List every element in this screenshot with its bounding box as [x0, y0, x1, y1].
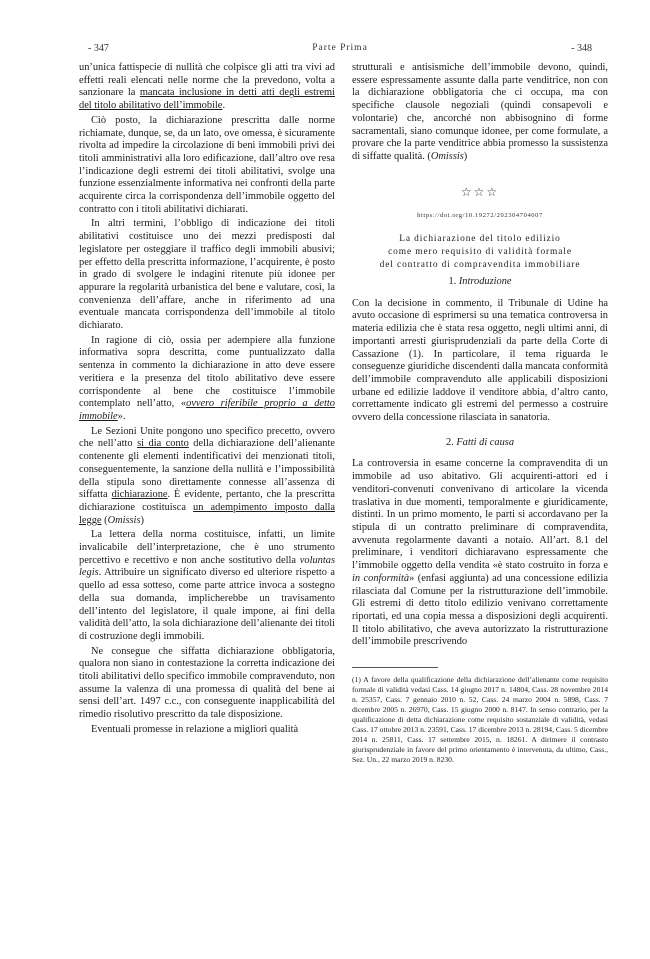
section-heading-facts: 2. Fatti di causa [445, 436, 515, 448]
page-number-left: - 347 [88, 43, 109, 54]
left-column [79, 62, 335, 737]
paragraph: La lettera della norma costituisce, infatti, un limite invalicabile dell’interpretazione, che è uno strumento percettivo e recettivo e non anche sostitutivo della voluntas legis. Attribuire un significato diverso ed ulteriore rispetto a quello ad essa sotteso, come parte attrice invoca a sostegno della sua domanda, implicherebbe un travisamento dell’intento del legislatore, il quale impone, ai fini della validità dell’atto, la sola dichiarazione dell’alienante dei titoli di costruzione degli immobili. [79, 529, 335, 642]
section-heading-introduction: 1. Introduzione [448, 276, 512, 288]
paragraph: Le Sezioni Unite pongono uno specifico precetto, ovvero che nell’atto si dia conto della dichiarazione dell’alienante contenente gli elementi indentificativi dei menzionati titoli, conseguentemente, la sanzione della nullità e l’impossibilità della stipula sono direttamente connesse all’assenza di siffatta dichiarazione. È evidente, pertanto, che la prescritta dichiarazione costituisca un adempimento imposto dalla legge (Omissis) [79, 425, 335, 526]
page-number-right: - 348 [571, 43, 592, 54]
paragraph: La controversia in esame concerne la compravendita di un immobile ad uso abitativo. Gli acquirenti-attori ed i venditori-convenuti convenivano di articolare la vicenda traslativa in due momenti, temporalmente e giuridicamente, distinti. In un primo momento, le parti si accordavano per la stipula di un contratto preliminare di compravendita, avvenuta regolarmente davanti a notaio. All’art. 8.1 del preliminare, i venditori dichiaravano espressamente che l’immobile oggetto della vendita «è stato costruito in forza e in conformità» (enfasi aggiunta) ad una concessione edilizia rilasciata dal Comune per la ristrutturazione dell’immobile. Gli estremi di detto titolo edilizio venivano correttamente riportati, ed una copia messa a disposizioni degli acquirenti. Il titolo abilitativo, che aveva autorizzato la ristrutturazione dell’immobile prescrivendo [352, 458, 609, 648]
running-title: Parte Prima [312, 43, 368, 53]
paragraph: Eventuali promesse in relazione a migliori qualità [91, 723, 299, 735]
doi-link[interactable]: https://doi.org/10.19272/202304704007 [417, 212, 543, 220]
right-column [352, 62, 608, 765]
paragraph: In ragione di ciò, ossia per adempiere alla funzione informativa sopra descritta, come puntualizzato dalla sentenza in commento la dichiarazione in atto deve essere veritiera e la presenza del titolo abilitativo deve essere corrispondente al bene che costituisce l’immobile contemplato nell’atto, «ovvero riferibile proprio a detto immobile». [79, 334, 335, 422]
paragraph: Ne consegue che siffatta dichiarazione obbligatoria, qualora non siano in contestazione la corretta indicazione dei titoli abilitativi dello specifico immobile compravenduto, non assume la valenza di una promessa di qualità del bene ai sensi dell’art. 1497 c.c., con conseguente inapplicabilità del rimedio risolutivo prescritto da tale disposizione. [79, 645, 335, 721]
paragraph: Con la decisione in commento, il Tribunale di Udine ha avuto occasione di esprimersi su una tematica controversa in materia edilizia che è stata resa oggetto, negli ultimi anni, di importanti arresti giurisprudenziali da parte della Corte di Cassazione (1). In particolare, il tema riguarda le conseguenze giuridiche discendenti dalla mancata conformità dell’immobile compravenduto alle applicabili disposizioni urbane ed edilizie laddove il venditore abbia, d’altro canto, correttamente indicato gli estremi del permesso a costruire ovvero della concessione rilasciata in sanatoria. [352, 297, 608, 424]
paragraph: Ciò posto, la dichiarazione prescritta dalle norme richiamate, dunque, se, da un lato, ove omessa, è sicuramente rivolta ad impedire la circolazione di beni immobili privi dei titoli amministrativi alla loro edificazione, dall’altro ove resa l’indicazione degli estremi dei titoli abilitativi, svolge una funzione essenzialmente informativa nei confronti della parte acquirente circa la corrispondenza dell’immobile oggetto del contratto con i titoli abilitativi dichiarati. [79, 114, 335, 215]
paragraph: strutturali e antisismiche dell’immobile devono, quindi, essere espressamente assunte dalla parte venditrice, non con la dichiarazione obbligatoria che ci occupa, ma con specifiche clausole negoziali (quindi consapevoli e volontarie) che, ancorché non abbisognino di forme sacramentali, siano comunque idonee, per come formulate, a provare che la parte venditrice abbia promesso la sussistenza di siffatte qualità. (Omissis) [352, 62, 608, 162]
article-title: La dichiarazione del titolo edilizio come mero requisito di validità formale del contratto di compravendita immobiliare [379, 234, 581, 271]
paragraph: In altri termini, l’obbligo di indicazione dei titoli abilitativi costituisce uno dei mezzi predisposti dal legislatore per osteggiare il traffico degli immobili abusivi; per effetto della prescritta informazione, l’acquirente, è posto in grado di svolgere le indagini ritenute più idonee per appurare la regolarità urbanistica del bene e valutare, così, la convenienza dell’affare, anche in riferimento ad una eventuale mancata corrispondenza dell’immobile al titolo dichiarato. [79, 218, 335, 332]
footnote: (1) A favore della qualificazione della dichiarazione dell’alienante come requisito formale di validità vedasi Cass. 14 giugno 2017 n. 14804, Cass. 28 novembre 2014 n. 25357, Cass. 7 gennaio 2010 n. 52, Cass. 24 marzo 2004 n. 5898, Cass. 7 dicembre 2005 n. 26970, Cass. 15 giugno 2000 n. 8147. In senso contrario, per la qualificazione di detta dichiarazione come requisito sostanziale di validità, vedasi Cass. 17 ottobre 2013 n. 23591, Cass. 17 dicembre 2013 n. 28194, Cass. 5 dicembre 2014 n. 25811, Cass. 17 settembre 2015, n. 18261. A dirimere il contrasto giurisprudenziale in favore del primo orientamento è intervenuta, da ultimo, Cass., Sez. Un., 22 marzo 2019 n. 8230. [352, 675, 608, 765]
footnote-rule [352, 667, 438, 668]
section-separator-stars: ☆☆☆ [460, 184, 500, 199]
page-header [88, 43, 592, 57]
paragraph: un’unica fattispecie di nullità che colpisce gli atti tra vivi ad effetti reali elencati nelle norme che la prevedono, volta a sanzionare la mancata inclusione in detti atti degli estremi del titolo abilitativo dell’immobile. [79, 62, 336, 112]
